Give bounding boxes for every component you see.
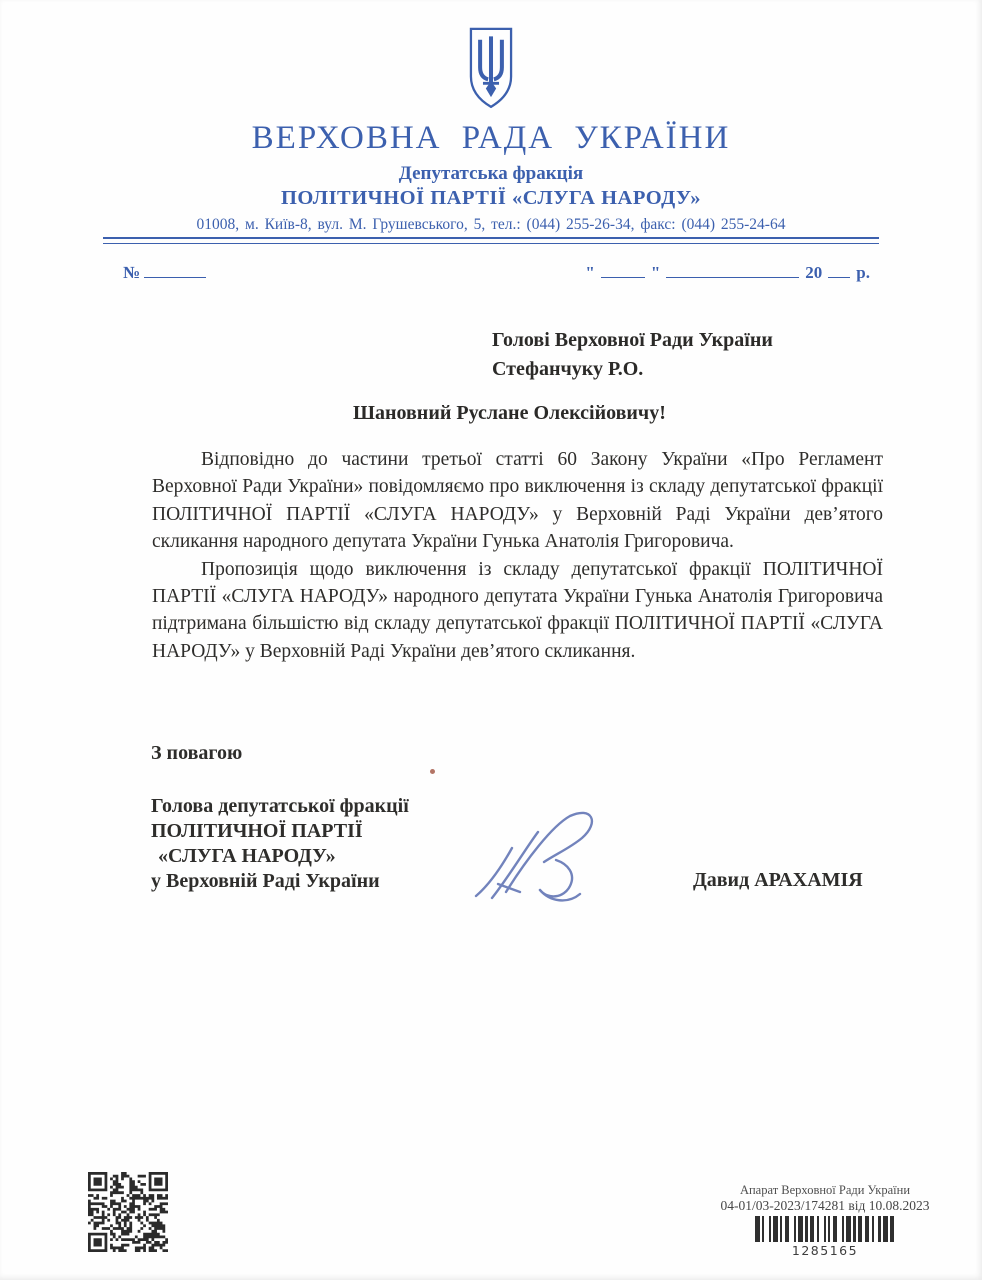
barcode-number: 1285165 xyxy=(791,1243,859,1258)
closing: З повагою xyxy=(151,742,243,764)
date-open-quote: " xyxy=(585,263,595,282)
signer-title-line3: «СЛУГА НАРОДУ» xyxy=(158,845,336,867)
barcode-bar xyxy=(890,1216,895,1242)
signer-title-block xyxy=(151,794,409,894)
signature-scribble xyxy=(468,808,653,906)
faction-subtitle: Депутатська фракція xyxy=(398,163,584,184)
signer-title-line1: Голова депутатської фракції xyxy=(151,795,409,817)
date-year-prefix: 20 xyxy=(805,263,823,282)
date-day-underline xyxy=(601,262,645,278)
stamp-block xyxy=(690,1183,960,1258)
ref-number-label: № xyxy=(123,263,141,282)
date-close-quote: " xyxy=(650,263,661,282)
body-paragraph-2: Пропозиція щодо виключення із складу депутатської фракції ПОЛІТИЧНОЇ ПАРТІЇ «СЛУГА НАРОДУ» народного депутата України Гунька Анатолія Григоровича підтримана більшістю від складу депутатської фракції ПОЛІТИЧНОЇ ПАРТІЇ «СЛУГА НАРОДУ» у Верховній Раді України дев’ятого скликання. xyxy=(152,558,883,662)
barcode xyxy=(755,1216,895,1242)
signer-name: Давид АРАХАМІЯ xyxy=(693,869,863,891)
letterhead xyxy=(0,26,982,234)
signer-title-line2: ПОЛІТИЧНОЇ ПАРТІЇ xyxy=(151,820,363,842)
ink-dot xyxy=(430,769,435,774)
trident-emblem-icon xyxy=(462,26,520,112)
letter-body xyxy=(152,446,883,665)
date-year-suffix: р. xyxy=(856,263,870,282)
address-line: 01008, м. Київ-8, вул. М. Грушевського, 5, тел.: (044) 255-26-34, факс: (044) 255-24-64 xyxy=(196,216,786,233)
stamp-line2: 04-01/03-2023/174281 від 10.08.2023 xyxy=(720,1198,930,1213)
qr-code xyxy=(88,1172,168,1252)
stamp-line1: Апарат Верховної Ради України xyxy=(739,1183,911,1197)
signer-title-line4: у Верховній Раді України xyxy=(151,870,380,892)
date-year-underline xyxy=(828,262,850,278)
addressee-block xyxy=(492,326,773,384)
ref-row xyxy=(123,262,870,283)
date-month-underline xyxy=(666,262,799,278)
addressee-line1: Голові Верховної Ради України xyxy=(492,329,773,351)
qr-code-image xyxy=(88,1172,168,1252)
date-field xyxy=(585,262,870,283)
org-title: ВЕРХОВНА РАДА УКРАЇНИ xyxy=(251,120,731,156)
addressee-line2: Стефанчуку Р.О. xyxy=(492,358,644,380)
faction-name: ПОЛІТИЧНОЇ ПАРТІЇ «СЛУГА НАРОДУ» xyxy=(280,187,702,209)
salutation: Шановний Руслане Олексійовичу! xyxy=(353,402,666,424)
ref-number-underline xyxy=(144,262,206,278)
header-rule xyxy=(103,237,879,244)
ref-number-field xyxy=(123,262,206,283)
body-paragraph-1: Відповідно до частини третьої статті 60 Закону України «Про Регламент Верховної Ради України» повідомляємо про виключення із складу депутатської фракції ПОЛІТИЧНОЇ ПАРТІЇ «СЛУГА НАРОДУ» у Верховній Раді України дев’ятого скликання народного депутата України Гунька Анатолія Григоровича. xyxy=(152,449,883,553)
